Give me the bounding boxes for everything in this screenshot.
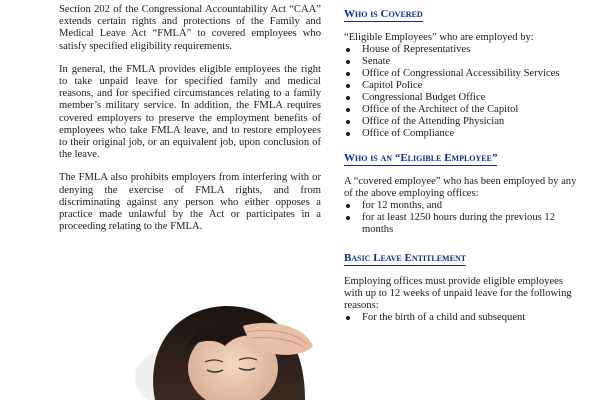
intro-paragraph-caa: Section 202 of the Congressional Accountability Act “CAA” extends certain rights and protections of the Family and Medical Leave Act “FMLA” to covered employees who satisfy specified eligibility requirements. [59, 4, 321, 52]
list-item: Capitol Police [344, 80, 584, 92]
covered-offices-list [344, 44, 584, 140]
list-item: Senate [344, 56, 584, 68]
list-item: For the birth of a child and subsequent [344, 312, 584, 324]
list-item: House of Representatives [344, 44, 584, 56]
eligible-employee-heading: Who is an “Eligible Employee” [344, 152, 498, 164]
sick-child-photo [135, 288, 335, 400]
who-covered-section [344, 4, 584, 140]
list-item: Office of Congressional Accessibility Services [344, 68, 584, 80]
intro-column [59, 4, 321, 244]
who-covered-heading: Who is Covered [344, 8, 423, 20]
details-column [344, 4, 584, 324]
list-item: for 12 months, and [344, 200, 584, 212]
leave-entitlement-section [344, 248, 584, 324]
eligibility-criteria-list [344, 200, 584, 236]
eligible-employee-section [344, 148, 584, 236]
intro-paragraph-prohibits: The FMLA also prohibits employers from interfering with or denying the exercise of FMLA rights, and from discriminating against any person who either opposes a practice made unlawful by the Act or participates in a proceeding relating to the FMLA. [59, 172, 321, 233]
list-item: Office of the Attending Physician [344, 116, 584, 128]
leave-reasons-list [344, 312, 584, 324]
who-covered-intro: “Eligible Employees” who are employed by: [344, 32, 534, 43]
intro-paragraph-general: In general, the FMLA provides eligible employees the right to take unpaid leave for specified family and medical reasons, and for specified circumstances relating to a family member’s military service. In addition, the FMLA requires covered employers to preserve the employment benefits of employees who take FMLA leave, and to restore employees to their original job, or an equivalent job, upon conclusion of the leave. [59, 63, 321, 161]
eligible-employee-intro: A “covered employee” who has been employed by any of the above employing offices: [344, 176, 577, 199]
leave-entitlement-intro: Employing offices must provide eligible employees with up to 12 weeks of unpaid leave for the following reasons: [344, 276, 572, 311]
leave-entitlement-heading: Basic Leave Entitlement [344, 252, 467, 264]
list-item: for at least 1250 hours during the previous 12 months [344, 212, 584, 236]
list-item: Office of the Architect of the Capitol [344, 104, 584, 116]
list-item: Office of Compliance [344, 128, 584, 140]
list-item: Congressional Budget Office [344, 92, 584, 104]
